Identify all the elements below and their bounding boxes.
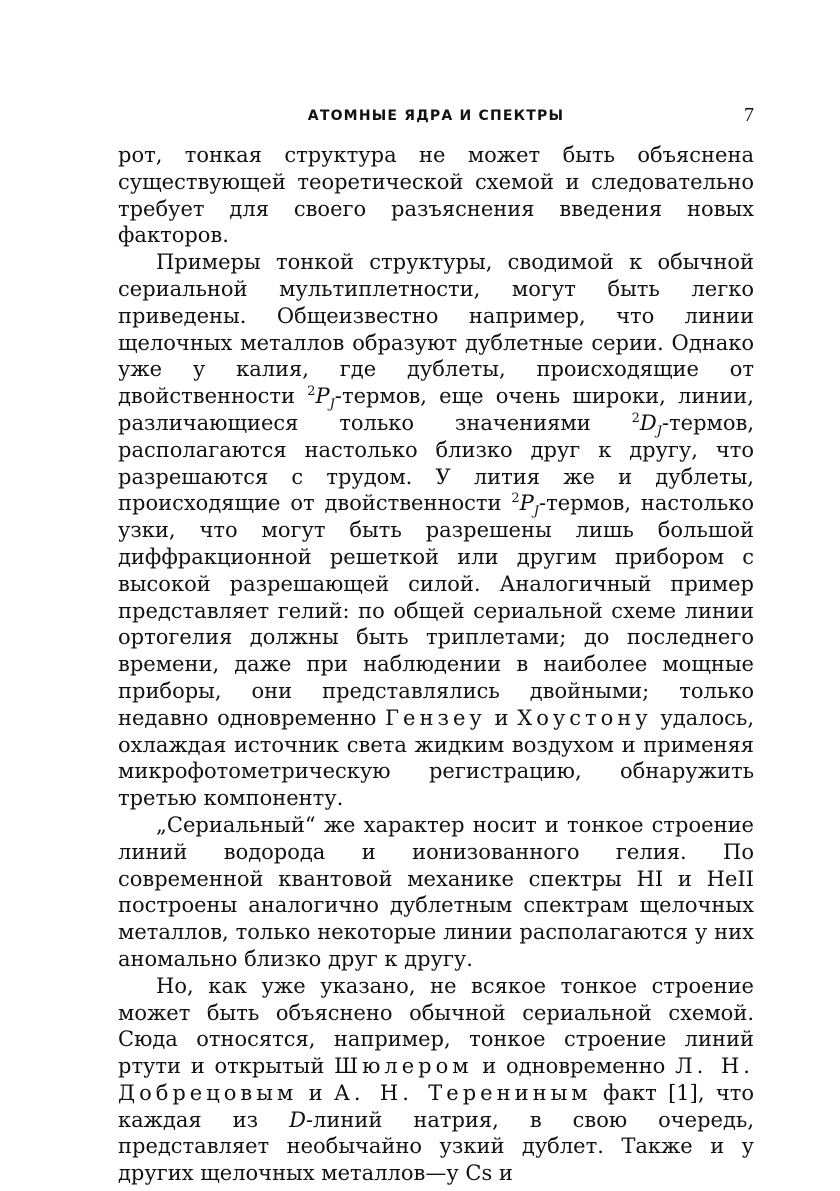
term-symbol: P: [315, 384, 330, 409]
running-title: АТОМНЫЕ ЯДРА И СПЕКТРЫ: [307, 108, 565, 124]
paragraph-fine-structure-examples: [118, 249, 754, 812]
text-run: и: [485, 705, 518, 730]
body-text: [118, 142, 754, 1187]
paragraph-continuation: рот, тонкая структура не может быть объяснена существующей теоретической схемой и следовательно требует для своего разъяснения введения новых факторов.: [118, 143, 754, 248]
term-superscript: 2: [631, 410, 640, 426]
paragraph-non-serial: [118, 973, 754, 1187]
running-head: [118, 106, 754, 130]
page-number: 7: [744, 104, 754, 126]
text-run: удалось, охлаждая источник света жидким воздухом и применяя микрофотометрическую регистрацию, обнаружить третью компоненту.: [118, 705, 754, 811]
term-superscript: 2: [511, 491, 520, 507]
text-run: факт [1], что каждая из: [118, 1080, 755, 1132]
author-name: Гензеу: [385, 705, 486, 730]
text-run: и: [297, 1080, 334, 1105]
author-name: Л. Н. Добрецовым: [118, 1054, 754, 1105]
text-run: и одновременно: [472, 1054, 676, 1079]
author-name: А. Н. Терениным: [333, 1080, 592, 1105]
text-run: -термов, еще очень широки, линии, различающиеся только значениями: [118, 384, 754, 435]
term-symbol: D: [639, 410, 657, 435]
text-run: Примеры тонкой структуры, сводимой к обычной сериальной мультиплетности, могут быть легко приведены. Общеизвестно например, что линии щелочных металлов образуют дублетные серии. Однако уже у калия, где дублеты, происходящие от двойственности: [118, 250, 754, 409]
author-name: Хоустону: [517, 705, 652, 730]
term-symbol: P: [519, 491, 534, 516]
text-run: -термов, располагаются настолько близко друг к другу, что разрешаются с трудом. У лития же и дублеты, происходящие от двойственности: [118, 410, 754, 516]
term-subscript: J: [656, 424, 662, 440]
term-superscript: 2: [307, 384, 316, 400]
term-subscript: J: [329, 397, 335, 413]
text-run: Но, как уже указано, не всякое тонкое строение может быть объяснено обычной сериальной схемой. Сюда относятся, например, тонкое строение линий ртути и открытый: [118, 973, 754, 1079]
text-run: -термов, настолько узки, что могут быть разрешены лишь большой диффракционной решеткой или другим прибором с высокой разрешающей силой. Аналогичный пример представляет гелий: по общей сериальной схеме линии ортогелия должны быть триплетами; до последнего времени, даже при наблюдении в наиболее мощные приборы, они представлялись двойными; только недавно одновременно: [118, 491, 754, 730]
term-symbol: D: [289, 1107, 306, 1132]
paragraph-hydrogen-helium: „Сериальный“ же характер носит и тонкое строение линий водорода и ионизованного гелия. По современной квантовой механике спектры HI и HeII построены аналогично дублетным спектрам щелочных металлов, только некоторые линии располагаются у них аномально близко друг к другу.: [118, 812, 754, 971]
term-subscript: J: [533, 504, 539, 520]
author-name: Шюлером: [334, 1054, 473, 1079]
text-run: -линий натрия, в свою очередь, представляет необычайно узкий дублет. Также и у других щелочных металлов—у Cs и: [118, 1107, 754, 1186]
